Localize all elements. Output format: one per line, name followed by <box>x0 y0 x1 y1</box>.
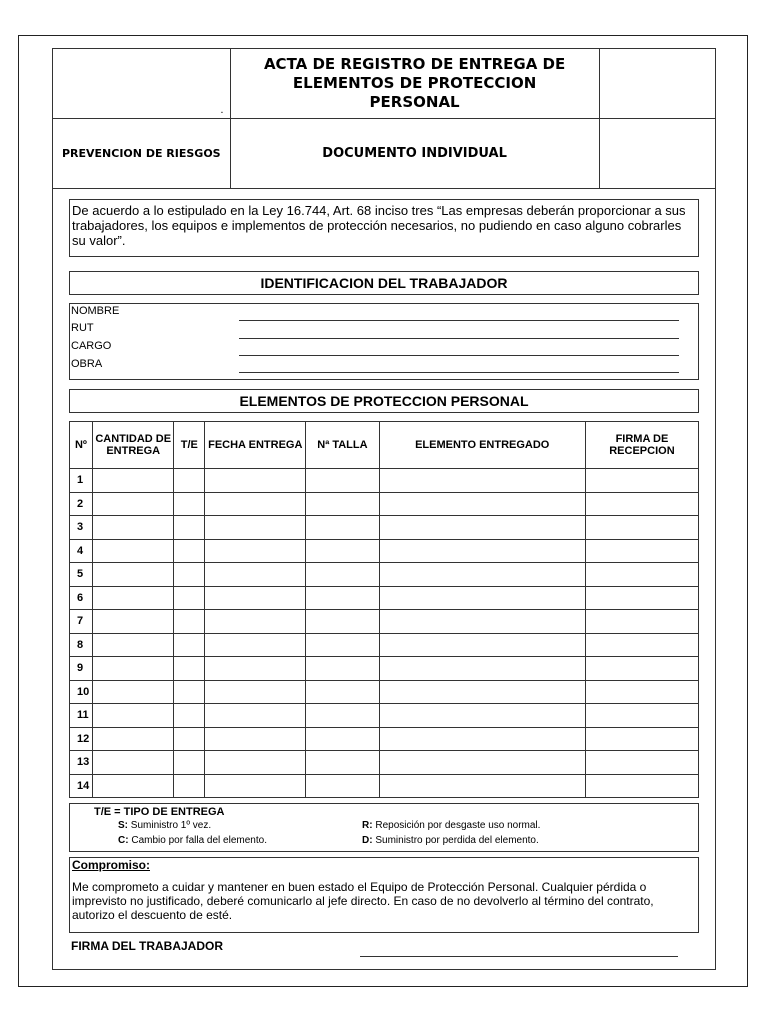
type-cell[interactable] <box>174 469 205 493</box>
table-row <box>70 704 699 728</box>
table-row <box>70 680 699 704</box>
size-cell[interactable] <box>306 727 379 751</box>
quantity-cell[interactable] <box>92 633 174 657</box>
signature-cell[interactable] <box>585 492 698 516</box>
col-header-signature: FIRMA DE RECEPCION <box>585 422 698 469</box>
field-label-obra: OBRA <box>71 358 103 370</box>
size-cell[interactable] <box>306 774 379 798</box>
size-cell[interactable] <box>306 633 379 657</box>
element-cell[interactable] <box>379 657 585 681</box>
commitment-text: Me comprometo a cuidar y mantener en buen estado el Equipo de Protección Personal. Cualquier pérdida o imprevisto no justificado, deberé comunicarlo al jefe directo. En caso de no devolverlo al término del contrato, autorizo el descuento de esté. <box>72 880 654 922</box>
size-cell[interactable] <box>306 563 379 587</box>
date-cell[interactable] <box>205 492 306 516</box>
quantity-cell[interactable] <box>92 774 174 798</box>
table-row <box>70 469 699 493</box>
signature-cell[interactable] <box>585 469 698 493</box>
field-line-cargo[interactable] <box>239 355 679 356</box>
date-cell[interactable] <box>205 539 306 563</box>
row-number: 9 <box>70 657 93 681</box>
signature-cell[interactable] <box>585 657 698 681</box>
element-cell[interactable] <box>379 586 585 610</box>
table-row <box>70 492 699 516</box>
col-header-number: Nº <box>70 422 93 469</box>
date-cell[interactable] <box>205 633 306 657</box>
table-row <box>70 657 699 681</box>
signature-cell[interactable] <box>585 704 698 728</box>
department-label: PREVENCION DE RIESGOS <box>53 119 231 189</box>
quantity-cell[interactable] <box>92 586 174 610</box>
header-right-cell-top <box>599 49 715 119</box>
date-cell[interactable] <box>205 727 306 751</box>
size-cell[interactable] <box>306 539 379 563</box>
legal-intro: De acuerdo a lo estipulado en la Ley 16.744, Art. 68 inciso tres “Las empresas deberán proporcionar a sus trabajadores, los equipos e implementos de protección necesarios, no pudiendo en caso alguno cobrarles su valor”. <box>69 199 699 257</box>
quantity-cell[interactable] <box>92 704 174 728</box>
document-title: ACTA DE REGISTRO DE ENTREGA DE ELEMENTOS DE PROTECCION PERSONAL <box>230 49 599 119</box>
signature-cell[interactable] <box>585 751 698 775</box>
element-cell[interactable] <box>379 492 585 516</box>
size-cell[interactable] <box>306 516 379 540</box>
table-row <box>70 751 699 775</box>
row-number: 14 <box>70 774 93 798</box>
type-cell[interactable] <box>174 633 205 657</box>
row-number: 6 <box>70 586 93 610</box>
signature-cell[interactable] <box>585 774 698 798</box>
type-cell[interactable] <box>174 563 205 587</box>
field-line-rut[interactable] <box>239 338 679 339</box>
type-cell[interactable] <box>174 492 205 516</box>
table-row <box>70 633 699 657</box>
element-cell[interactable] <box>379 633 585 657</box>
signature-cell[interactable] <box>585 727 698 751</box>
signature-cell[interactable] <box>585 516 698 540</box>
element-cell[interactable] <box>379 751 585 775</box>
col-header-quantity: CANTIDAD DE ENTREGA <box>92 422 174 469</box>
epp-table <box>69 421 699 798</box>
table-row <box>70 727 699 751</box>
worker-section-title: IDENTIFICACION DEL TRABAJADOR <box>69 271 699 295</box>
table-row <box>70 539 699 563</box>
size-cell[interactable] <box>306 704 379 728</box>
epp-section-title: ELEMENTOS DE PROTECCION PERSONAL <box>69 389 699 413</box>
element-cell[interactable] <box>379 539 585 563</box>
quantity-cell[interactable] <box>92 539 174 563</box>
worker-signature-label: FIRMA DEL TRABAJADOR <box>71 939 223 953</box>
date-cell[interactable] <box>205 469 306 493</box>
commitment-box <box>69 857 699 933</box>
quantity-cell[interactable] <box>92 469 174 493</box>
quantity-cell[interactable] <box>92 751 174 775</box>
type-cell[interactable] <box>174 586 205 610</box>
quantity-cell[interactable] <box>92 516 174 540</box>
date-cell[interactable] <box>205 563 306 587</box>
col-header-element: ELEMENTO ENTREGADO <box>379 422 585 469</box>
date-cell[interactable] <box>205 774 306 798</box>
worker-fields <box>69 303 699 380</box>
quantity-cell[interactable] <box>92 492 174 516</box>
delivery-type-legend <box>69 803 699 852</box>
type-cell[interactable] <box>174 539 205 563</box>
table-row <box>70 586 699 610</box>
legend-c: C: Cambio por falla del elemento. <box>118 835 267 846</box>
date-cell[interactable] <box>205 680 306 704</box>
element-cell[interactable] <box>379 774 585 798</box>
field-label-rut: RUT <box>71 322 94 334</box>
size-cell[interactable] <box>306 586 379 610</box>
type-cell[interactable] <box>174 704 205 728</box>
row-number: 8 <box>70 633 93 657</box>
size-cell[interactable] <box>306 610 379 634</box>
legend-s: S: Suministro 1º vez. <box>118 820 212 831</box>
type-cell[interactable] <box>174 680 205 704</box>
row-number: 3 <box>70 516 93 540</box>
col-header-date: FECHA ENTREGA <box>205 422 306 469</box>
row-number: 4 <box>70 539 93 563</box>
type-cell[interactable] <box>174 727 205 751</box>
element-cell[interactable] <box>379 704 585 728</box>
size-cell[interactable] <box>306 680 379 704</box>
signature-cell[interactable] <box>585 680 698 704</box>
date-cell[interactable] <box>205 610 306 634</box>
type-cell[interactable] <box>174 657 205 681</box>
date-cell[interactable] <box>205 516 306 540</box>
table-row <box>70 563 699 587</box>
element-cell[interactable] <box>379 563 585 587</box>
col-header-type: T/E <box>174 422 205 469</box>
worker-signature-line[interactable] <box>360 956 678 957</box>
signature-cell[interactable] <box>585 586 698 610</box>
row-number: 2 <box>70 492 93 516</box>
size-cell[interactable] <box>306 751 379 775</box>
header-dot: . <box>220 105 224 116</box>
header-right-cell-bottom <box>599 119 715 189</box>
row-number: 7 <box>70 610 93 634</box>
quantity-cell[interactable] <box>92 727 174 751</box>
field-label-nombre: NOMBRE <box>71 305 120 317</box>
quantity-cell[interactable] <box>92 657 174 681</box>
row-number: 10 <box>70 680 93 704</box>
element-cell[interactable] <box>379 610 585 634</box>
type-cell[interactable] <box>174 610 205 634</box>
commitment-title: Compromiso: <box>72 858 150 872</box>
signature-cell[interactable] <box>585 563 698 587</box>
element-cell[interactable] <box>379 469 585 493</box>
quantity-cell[interactable] <box>92 610 174 634</box>
date-cell[interactable] <box>205 704 306 728</box>
date-cell[interactable] <box>205 586 306 610</box>
row-number: 13 <box>70 751 93 775</box>
date-cell[interactable] <box>205 751 306 775</box>
quantity-cell[interactable] <box>92 563 174 587</box>
table-row <box>70 610 699 634</box>
row-number: 11 <box>70 704 93 728</box>
document-type: DOCUMENTO INDIVIDUAL <box>230 119 599 189</box>
legend-title: T/E = TIPO DE ENTREGA <box>94 806 225 818</box>
field-line-nombre[interactable] <box>239 320 679 321</box>
row-number: 5 <box>70 563 93 587</box>
type-cell[interactable] <box>174 774 205 798</box>
table-row <box>70 516 699 540</box>
logo-cell <box>53 49 231 119</box>
field-line-obra[interactable] <box>239 372 679 373</box>
element-cell[interactable] <box>379 516 585 540</box>
row-number: 1 <box>70 469 93 493</box>
element-cell[interactable] <box>379 727 585 751</box>
field-label-cargo: CARGO <box>71 340 112 352</box>
legend-d: D: Suministro por perdida del elemento. <box>362 835 539 846</box>
quantity-cell[interactable] <box>92 680 174 704</box>
legend-r: R: Reposición por desgaste uso normal. <box>362 820 541 831</box>
size-cell[interactable] <box>306 657 379 681</box>
element-cell[interactable] <box>379 680 585 704</box>
signature-cell[interactable] <box>585 539 698 563</box>
col-header-size: Nª TALLA <box>306 422 379 469</box>
date-cell[interactable] <box>205 657 306 681</box>
size-cell[interactable] <box>306 469 379 493</box>
row-number: 12 <box>70 727 93 751</box>
size-cell[interactable] <box>306 492 379 516</box>
type-cell[interactable] <box>174 751 205 775</box>
signature-cell[interactable] <box>585 610 698 634</box>
signature-cell[interactable] <box>585 633 698 657</box>
type-cell[interactable] <box>174 516 205 540</box>
table-row <box>70 774 699 798</box>
document-header <box>52 48 716 189</box>
